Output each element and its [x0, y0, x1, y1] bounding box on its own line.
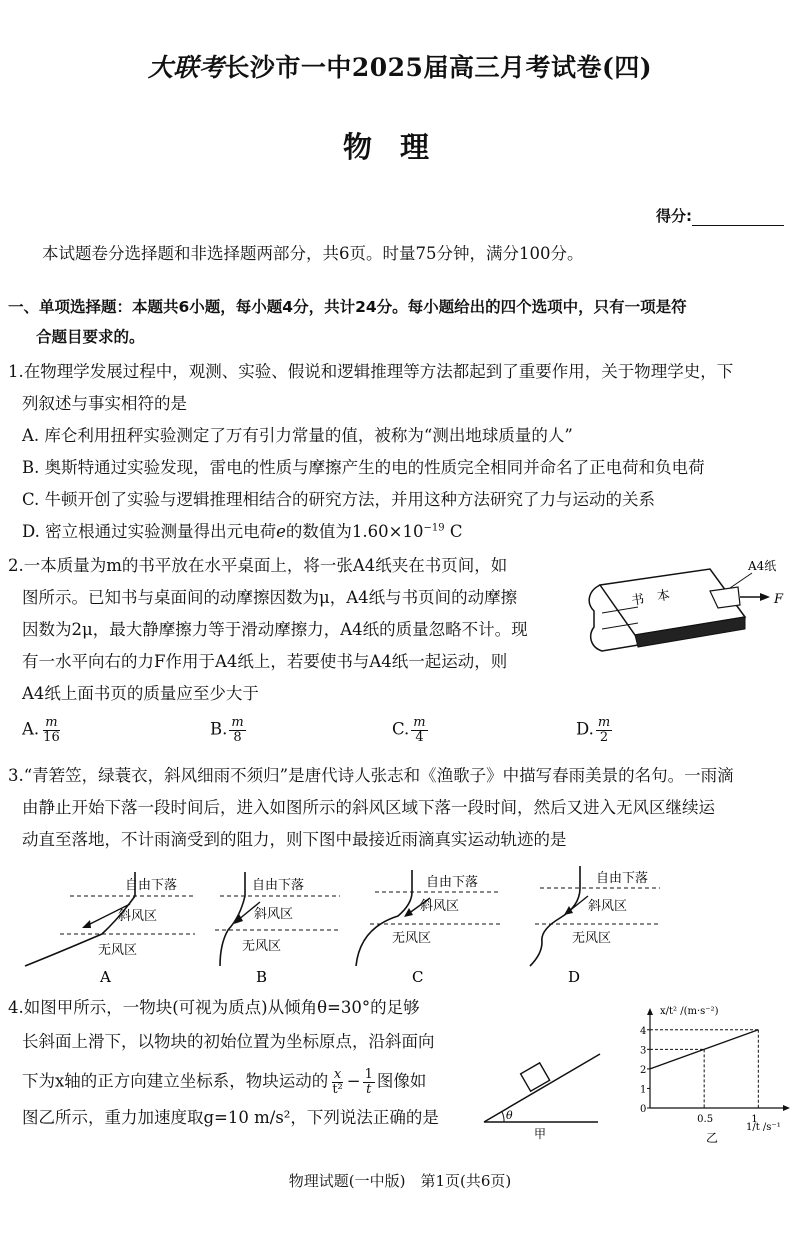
- q3-figure-d: [530, 866, 660, 986]
- q1-d-exp: −19: [423, 522, 445, 534]
- exam-title: 长沙市一中2025届高三月考试卷(四): [224, 53, 653, 82]
- denominator: 4: [415, 729, 424, 745]
- q4-stem-line3: 下为x轴的正方向建立坐标系，物块运动的 $\frac{x}{\text{t²}}$ − $\frac{1}{t}$ 图像如: [22, 1067, 427, 1097]
- q2-option-c[interactable]: [392, 716, 430, 744]
- score-blank[interactable]: [692, 209, 784, 226]
- wind-arrowhead: [564, 906, 573, 915]
- q1-d-var: e: [276, 522, 286, 541]
- fig-yi-label: 乙: [706, 1131, 719, 1145]
- page-footer: 物理试题(一中版) 第1页(共6页): [288, 1172, 512, 1190]
- q1-d-suffix: 的数值为1.60×10: [285, 522, 424, 541]
- q2-stem-line1: 2.一本质量为m的书平放在水平桌面上，将一张A4纸夹在书页间，如: [8, 556, 508, 575]
- q2-book-figure: [580, 555, 790, 670]
- option-letter: D.: [576, 719, 594, 739]
- incline-surface: [484, 1054, 600, 1122]
- numerator: m: [45, 715, 58, 730]
- y-tick-label: 2: [640, 1064, 647, 1076]
- figure-label: C: [412, 968, 424, 986]
- zone-calm-label: 无风区: [242, 939, 282, 954]
- angle-arc: [502, 1112, 504, 1122]
- q3-stem-line3: 动直至落地，不计雨滴受到的阻力，则下图中最接近雨滴真实运动轨迹的是: [22, 830, 567, 849]
- fraction-1-over-t: $\frac{1}{t}$: [364, 1067, 373, 1097]
- intro-text: 本试题卷分选择题和非选择题两部分，共6页。时量75分钟，满分100分。: [42, 244, 584, 263]
- trajectory: [356, 870, 412, 966]
- trajectory: [530, 866, 580, 966]
- book-edge-lines: [602, 607, 638, 629]
- q2-option-a[interactable]: [22, 716, 64, 744]
- x-tick-label: 1: [751, 1114, 758, 1125]
- zone-wind-label: 斜风区: [118, 909, 158, 924]
- y-tick-label: 0: [640, 1104, 647, 1115]
- denominator: 2: [599, 729, 609, 745]
- force-label: F: [774, 592, 784, 607]
- score-field: [656, 205, 784, 226]
- q4-line3-start: 下为x轴的正方向建立坐标系，物块运动的: [22, 1071, 329, 1091]
- q4-incline-figure: [478, 1040, 608, 1140]
- x-axis-arrowhead: [783, 1105, 790, 1111]
- q3-figure-c: [356, 870, 500, 986]
- zone-free-label: 自由下落: [252, 878, 305, 893]
- zone-calm-label: 无风区: [98, 943, 138, 958]
- q4-graph-figure: [628, 1000, 796, 1150]
- exam-header: [0, 48, 800, 84]
- q2-stem-line3: 因数为2μ，最大静摩擦力等于滑动摩擦力，A4纸的质量忽略不计。现: [22, 620, 528, 639]
- q1-stem-line1: 1.在物理学发展过程中，观测、实验、假说和逻辑推理等方法都起到了重要作用，关于物理学史，下: [8, 362, 734, 381]
- numerator: m: [231, 715, 244, 730]
- numerator: m: [597, 715, 611, 730]
- subject-title: 物理: [342, 130, 457, 164]
- q3-figure-a: [25, 872, 195, 986]
- fig-jia-label: 甲: [534, 1127, 547, 1140]
- q3-trajectory-figures: [20, 862, 800, 992]
- q1-option-d[interactable]: [22, 520, 462, 545]
- brand-logo-text: 大联考: [147, 53, 225, 82]
- zone-wind-label: 斜风区: [254, 907, 294, 922]
- force-arrowhead: [760, 593, 770, 601]
- a4-leader-line: [730, 573, 752, 588]
- q2-stem-line4: 有一水平向右的力F作用于A4纸上，若要使书与A4纸一起运动，则: [22, 652, 508, 671]
- numerator: m: [413, 715, 426, 730]
- q3-stem-line2: 由静止开始下落一段时间后，进入如图所示的斜风区域下落一段时间，然后又进入无风区继续运: [22, 798, 715, 817]
- q1-stem-line2: 列叙述与事实相符的是: [22, 394, 187, 413]
- zone-calm-label: 无风区: [572, 931, 612, 946]
- x-tick-label: 0.5: [697, 1114, 714, 1125]
- zone-free-label: 自由下落: [426, 875, 479, 890]
- a4-sheet: [710, 587, 740, 608]
- q2-stem-line2: 图所示。已知书与桌面间的动摩擦因数为μ，A4纸与书页间的动摩擦: [22, 588, 518, 607]
- option-letter: B.: [210, 719, 228, 739]
- q2-option-b[interactable]: [210, 716, 248, 744]
- zone-calm-label: 无风区: [392, 931, 432, 946]
- a4-label: A4纸: [748, 559, 777, 573]
- book-pages: [635, 617, 745, 647]
- q3-figure-b: [215, 872, 340, 986]
- fraction: [596, 716, 612, 744]
- denominator: 8: [233, 729, 242, 745]
- denominator: 16: [43, 729, 60, 745]
- x-axis-label: 1/t /s⁻¹: [746, 1122, 781, 1133]
- y-axis-label: x/t² /(m·s⁻²): [660, 1006, 719, 1017]
- angle-theta-label: θ: [506, 1109, 513, 1122]
- section1-heading-line2: 合题目要求的。: [36, 328, 145, 346]
- q2-option-d[interactable]: [576, 716, 614, 744]
- option-letter: C.: [392, 719, 410, 739]
- fraction: [229, 716, 245, 744]
- q4-line3-end: 图像如: [376, 1071, 427, 1091]
- section1-heading-line1: 一、单项选择题：本题共6小题，每小题4分，共计24分。每小题给出的四个选项中，只有一项是符: [8, 298, 687, 316]
- fraction: [41, 716, 62, 744]
- fraction: [411, 716, 427, 744]
- q1-option-b[interactable]: B. 奥斯特通过实验发现，雷电的性质与摩擦产生的电的性质完全相同并命名了正电荷和负电荷: [22, 458, 705, 477]
- y-axis-arrowhead: [647, 1008, 653, 1015]
- figure-label: A: [100, 968, 111, 986]
- block: [521, 1063, 550, 1091]
- y-tick-label: 3: [640, 1045, 647, 1057]
- zone-wind-label: 斜风区: [420, 899, 460, 914]
- q1-d-prefix: D. 密立根通过实验测量得出元电荷: [22, 522, 277, 541]
- q4-stem-line1: 4.如图甲所示，一物块(可视为质点)从倾角θ=30°的足够: [8, 998, 420, 1017]
- zone-wind-label: 斜风区: [588, 899, 628, 914]
- block-rect: [521, 1063, 550, 1091]
- q2-stem-line5: A4纸上面书页的质量应至少大于: [22, 684, 259, 703]
- zone-free-label: 自由下落: [596, 871, 649, 886]
- q4-stem-line2: 长斜面上滑下，以物块的初始位置为坐标原点，沿斜面向: [22, 1032, 435, 1051]
- q3-stem-line1: 3.“青箬笠，绿蓑衣，斜风细雨不须归”是唐代诗人张志和《渔歌子》中描写春雨美景的名句。一雨滴: [8, 766, 734, 785]
- option-letter: A.: [22, 719, 40, 739]
- figure-label: D: [568, 968, 581, 986]
- y-tick-label: 1: [640, 1084, 647, 1096]
- q1-option-a[interactable]: A. 库仑利用扭秤实验测定了万有引力常量的值，被称为“测出地球质量的人”: [22, 426, 573, 445]
- chart-plot-area: [640, 1008, 790, 1125]
- score-label: 得分:: [656, 207, 692, 225]
- book-label: 书 本: [630, 588, 672, 609]
- q1-d-unit: C: [444, 522, 463, 541]
- y-tick-label: 4: [640, 1025, 647, 1037]
- wind-arrowhead: [82, 920, 91, 928]
- fraction-x-over-t2: $\frac{x}{\text{t²}}$: [332, 1067, 343, 1097]
- zone-free-label: 自由下落: [125, 878, 178, 893]
- figure-label: B: [256, 968, 268, 986]
- q1-option-c[interactable]: C. 牛顿开创了实验与逻辑推理相结合的研究方法，并用这种方法研究了力与运动的关系: [22, 490, 656, 509]
- q4-stem-line4: 图乙所示，重力加速度取g=10 m/s²，下列说法正确的是: [22, 1108, 439, 1127]
